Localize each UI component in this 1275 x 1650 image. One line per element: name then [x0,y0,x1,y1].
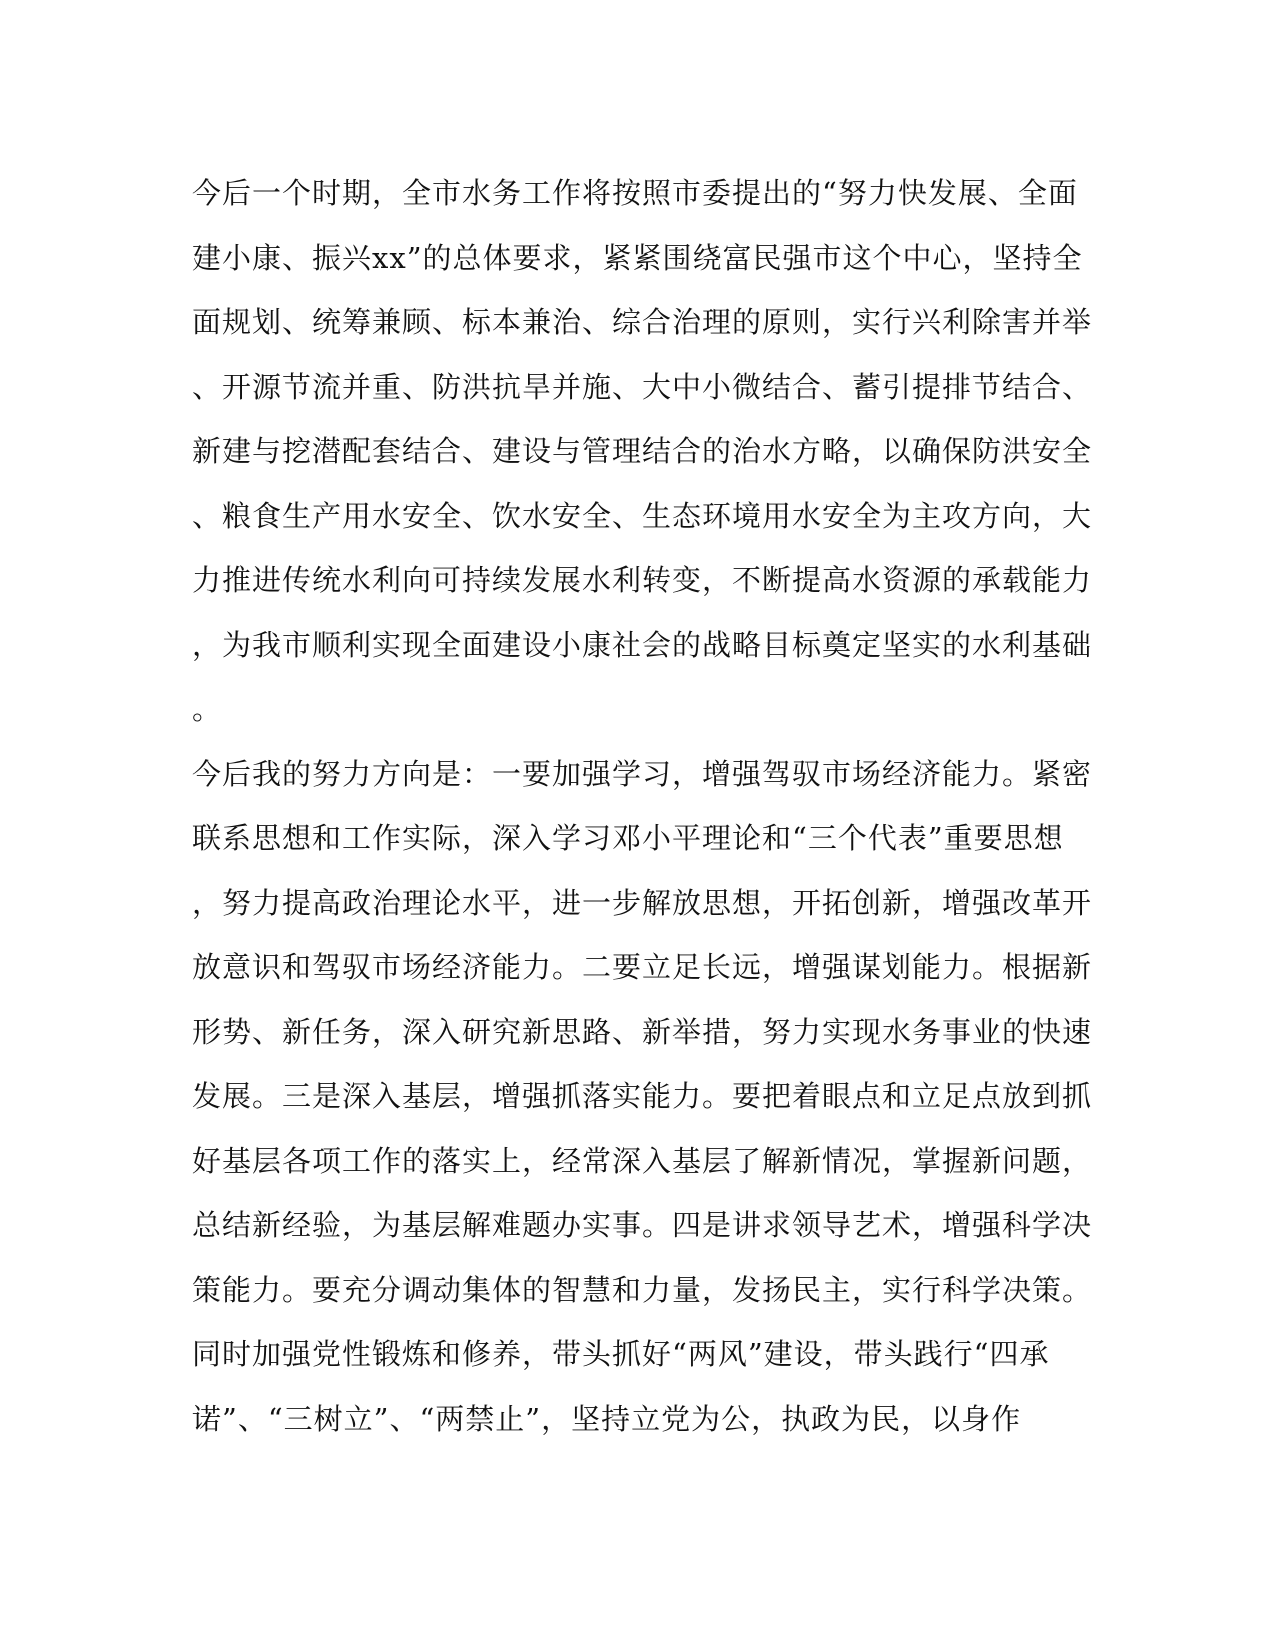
text-line: ，为我市顺利实现全面建设小康社会的战略目标奠定坚实的水利基础 [192,627,1093,662]
text-line: 今后一个时期，全市水务工作将按照市委提出的“努力快发展、全面 [192,176,1078,210]
text-line: 、开源节流并重、防洪抗旱并施、大中小微结合、蓄引提排节结合、 [192,369,1093,404]
text-line: 。 [192,692,223,726]
text-line: 新建与挖潜配套结合、建设与管理结合的治水方略，以确保防洪安全 [192,434,1093,468]
text-line: 形势、新任务，深入研究新思路、新举措，努力实现水务事业的快速 [192,1014,1093,1049]
text-line: 面规划、统筹兼顾、标本兼治、综合治理的原则，实行兴利除害并举 [192,305,1093,339]
text-line: ，努力提高政治理论水平，进一步解放思想，开拓创新，增强改革开 [192,885,1093,920]
text-line: 诺”、“三树立”、“两禁止”，坚持立党为公，执政为民，以身作 [192,1401,1022,1436]
text-line: 放意识和驾驭市场经济能力。二要立足长远，增强谋划能力。根据新 [192,950,1093,984]
text-line: 、粮食生产用水安全、饮水安全、生态环境用水安全为主攻方向，大 [192,498,1093,533]
document-body [192,161,1093,1451]
text-line: 建小康、振兴xx”的总体要求，紧紧围绕富民强市这个中心，坚持全 [192,240,1083,275]
text-line: 联系思想和工作实际，深入学习邓小平理论和“三个代表”重要思想 [192,821,1064,855]
text-line: 策能力。要充分调动集体的智慧和力量，发扬民主，实行科学决策。 [192,1272,1093,1307]
text-line: 好基层各项工作的落实上，经常深入基层了解新情况，掌握新问题， [192,1143,1093,1178]
paragraph-2 [192,742,1093,1452]
text-line: 同时加强党性锻炼和修养，带头抓好“两风”建设，带头践行“四承 [192,1337,1050,1371]
paragraph-1 [192,161,1093,742]
text-line: 发展。三是深入基层，增强抓落实能力。要把着眼点和立足点放到抓 [192,1079,1093,1113]
text-line: 力推进传统水利向可持续发展水利转变，不断提高水资源的承载能力 [192,563,1093,597]
text-line: 今后我的努力方向是：一要加强学习，增强驾驭市场经济能力。紧密 [192,756,1093,791]
text-line: 总结新经验，为基层解难题办实事。四是讲求领导艺术，增强科学决 [192,1208,1093,1242]
